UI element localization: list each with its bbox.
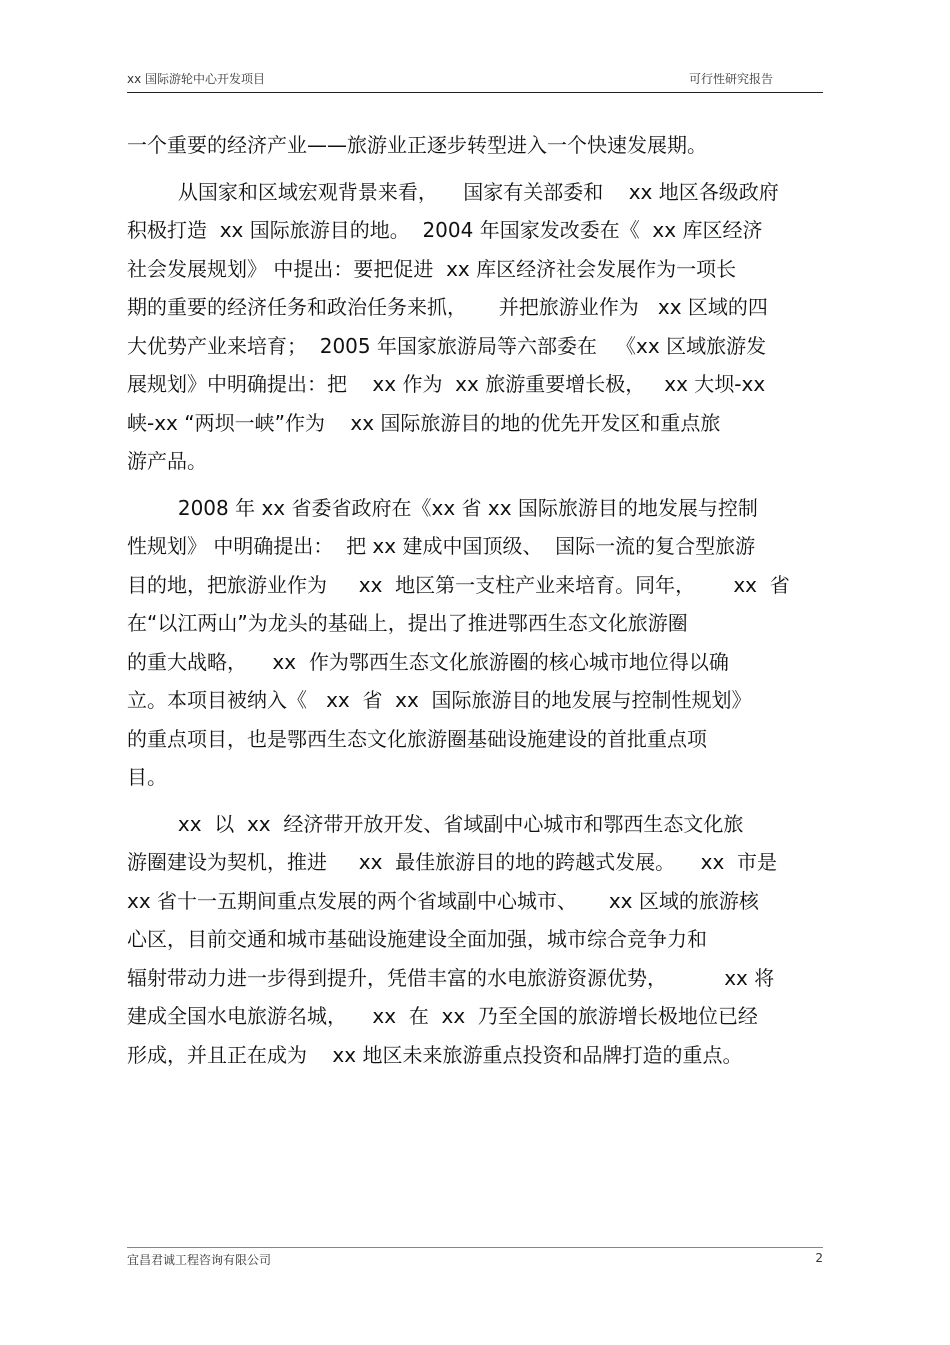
body-text xyxy=(127,126,827,1074)
text-line: 期的重要的经济任务和政治任务来抓， 并把旅游业作为 xx 区域的四 xyxy=(127,295,768,319)
text-line: 目。 xyxy=(127,765,167,789)
text-line: 辐射带动力进一步得到提升，凭借丰富的水电旅游资源优势， xx 将 xyxy=(127,965,775,990)
text-line: 2008 年 xx 省委省政府在《xx 省 xx 国际旅游目的地发展与控制 xyxy=(127,495,758,520)
text-line: 积极打造 xx 国际旅游目的地。 2004 年国家发改委在《 xx 库区经济 xyxy=(127,218,763,242)
header-project-title: xx 国际游轮中心开发项目 xyxy=(127,72,266,86)
text-line: 大优势产业来培育； 2005 年国家旅游局等六部委在 《xx 区域旅游发 xyxy=(127,333,767,358)
text-line: 建成全国水电旅游名城， xx 在 xx 乃至全国的旅游增长极地位已经 xyxy=(127,1004,758,1028)
text-line: xx 以 xx 经济带开放开发、省域副中心城市和鄂西生态文化旅 xyxy=(127,811,744,836)
text-line: 性规划》 中明确提出： 把 xx 建成中国顶级、 国际一流的复合型旅游 xyxy=(127,534,756,558)
text-line: 的重点项目，也是鄂西生态文化旅游圈基础设施建设的首批重点项 xyxy=(127,726,707,751)
text-line: xx 省十一五期间重点发展的两个省域副中心城市、 xx 区域的旅游核 xyxy=(127,888,759,913)
text-line: 一个重要的经济产业——旅游业正逐步转型进入一个快速发展期。 xyxy=(127,133,707,157)
text-line: 展规划》中明确提出：把 xx 作为 xx 旅游重要增长极， xx 大坝-xx xyxy=(127,372,766,396)
footer-company: 宜昌君诚工程咨询有限公司 xyxy=(127,1253,272,1267)
text-line: 心区，目前交通和城市基础设施建设全面加强，城市综合竞争力和 xyxy=(127,927,707,951)
text-line: 形成，并且正在成为 xx 地区未来旅游重点投资和品牌打造的重点。 xyxy=(127,1042,743,1067)
text-line: 的重大战略， xx 作为鄂西生态文化旅游圈的核心城市地位得以确 xyxy=(127,649,729,674)
text-line: 游圈建设为契机，推进 xx 最佳旅游目的地的跨越式发展。 xx 市是 xyxy=(127,850,777,874)
header-report-type: 可行性研究报告 xyxy=(688,72,773,86)
text-line: 游产品。 xyxy=(127,449,207,473)
text-line: 峡-xx “两坝一峡”作为 xx 国际旅游目的地的优先开发区和重点旅 xyxy=(127,410,721,435)
text-line: 在“以江两山”为龙头的基础上，提出了推进鄂西生态文化旅游圈 xyxy=(127,611,688,635)
text-line: 从国家和区域宏观背景来看， 国家有关部委和 xx 地区各级政府 xyxy=(127,179,779,204)
text-line: 目的地，把旅游业作为 xx 地区第一支柱产业来培育。同年， xx 省 xyxy=(127,572,790,597)
text-line: 立。本项目被纳入《 xx 省 xx 国际旅游目的地发展与控制性规划》 xyxy=(127,688,752,712)
page-footer xyxy=(127,1247,823,1269)
text-line: 社会发展规划》 中提出：要把促进 xx 库区经济社会发展作为一项长 xyxy=(127,256,737,281)
page-number: 2 xyxy=(815,1251,823,1265)
page-header xyxy=(127,70,823,93)
